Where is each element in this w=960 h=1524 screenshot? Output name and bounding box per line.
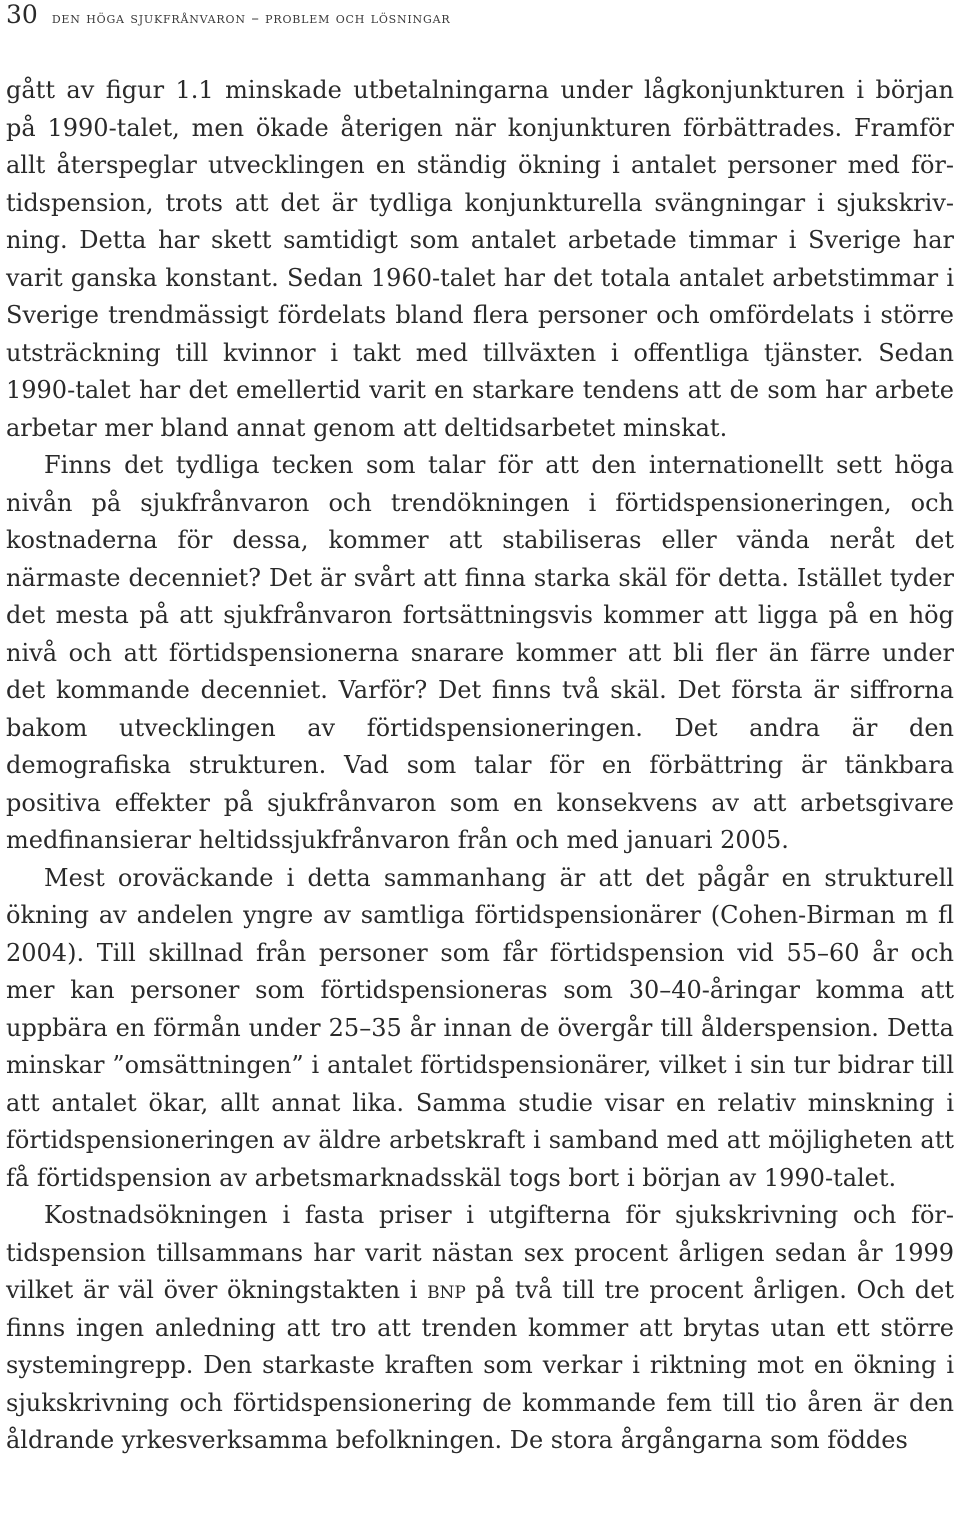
running-title: den höga sjukfrånvaron – problem och lösningar — [51, 9, 451, 27]
paragraph-4-part-2: på två till tre procent årligen. Och det finns ingen anledning att tro att trenden kommer att brytas utan ett större systemingrepp. Den starkaste kraften som verkar i riktning mot en ökning i sjukskrivning och förtidspensionering de kommande fem till tio åren är den åldrande yrkesverksamma befolkningen. De stora årgångarna som föddes — [6, 1276, 954, 1454]
running-head — [6, 0, 450, 34]
paragraph-4 — [6, 1197, 954, 1460]
paragraph-1: gått av figur 1.1 minskade utbetalningarna under lågkonjunkturen i början på 1990-talet, men ökade återigen när konjunkturen förbättrades. Framför allt återspeglar utvecklingen en ständig ökning i antalet personer med förtidspension, trots att det är tydliga konjunkturella svängningar i sjukskrivning. Detta har skett samtidigt som antalet arbetade timmar i Sverige har varit ganska konstant. Sedan 1960-talet har det totala antalet arbetstimmar i Sverige trendmässigt fördelats bland flera personer och omfördelats i större utsträckning till kvinnor i takt med tillväxten i offentliga tjänster. Sedan 1990-talet har det emellertid varit en starkare tendens att de som har arbete arbetar mer bland annat genom att deltidsarbetet minskat. — [6, 76, 954, 442]
page-number: 30 — [6, 0, 38, 29]
paragraph-4-part-1: Kostnadsökningen i fasta priser i utgifterna för sjukskrivning och förtidspension tillsammans har varit nästan sex procent årligen sedan år 1999 vilket är väl över ökningstakten i — [6, 1201, 954, 1304]
bnp-abbreviation: bnp — [427, 1276, 466, 1304]
paragraph-3: Mest oroväckande i detta sammanhang är att det pågår en strukturell ökning av andelen yngre av samtliga förtidspensionärer (Cohen-Birman m fl 2004). Till skillnad från personer som får förtidspension vid 55–60 år och mer kan personer som förtidspensioneras som 30–40-åringar komma att uppbära en förmån under 25–35 år innan de övergår till ålderspension. Detta minskar ”omsättningen” i antalet förtidspensionärer, vilket i sin tur bidrar till att antalet ökar, allt annat lika. Samma studie visar en relativ minskning i förtidspensioneringen av äldre arbetskraft i samband med att möjligheten att få förtidspension av arbetsmarknadsskäl togs bort i början av 1990-talet. — [6, 863, 954, 1192]
paragraph-2: Finns det tydliga tecken som talar för att den internationellt sett höga nivån på sjukfrånvaron och trendökningen i förtidspensioneringen, och kostnaderna för dessa, kommer att stabiliseras eller vända neråt det närmaste decenniet? Det är svårt att finna starka skäl för detta. Istället tyder det mesta på att sjukfrånvaron fortsättningsvis kommer att ligga på en hög nivå och att förtidspensionerna snarare kommer att bli fler än färre under det kommande decenniet. Varför? Det finns två skäl. Det första är siffrorna bakom utvecklingen av förtidspensioneringen. Det andra är den demografiska strukturen. Vad som talar för en förbättring är tänkbara positiva effekter på sjukfrånvaron som en konsekvens av att arbetsgivare medfinansierar heltidssjukfrånvaron från och med januari 2005. — [6, 451, 954, 854]
body-text — [6, 72, 954, 1460]
